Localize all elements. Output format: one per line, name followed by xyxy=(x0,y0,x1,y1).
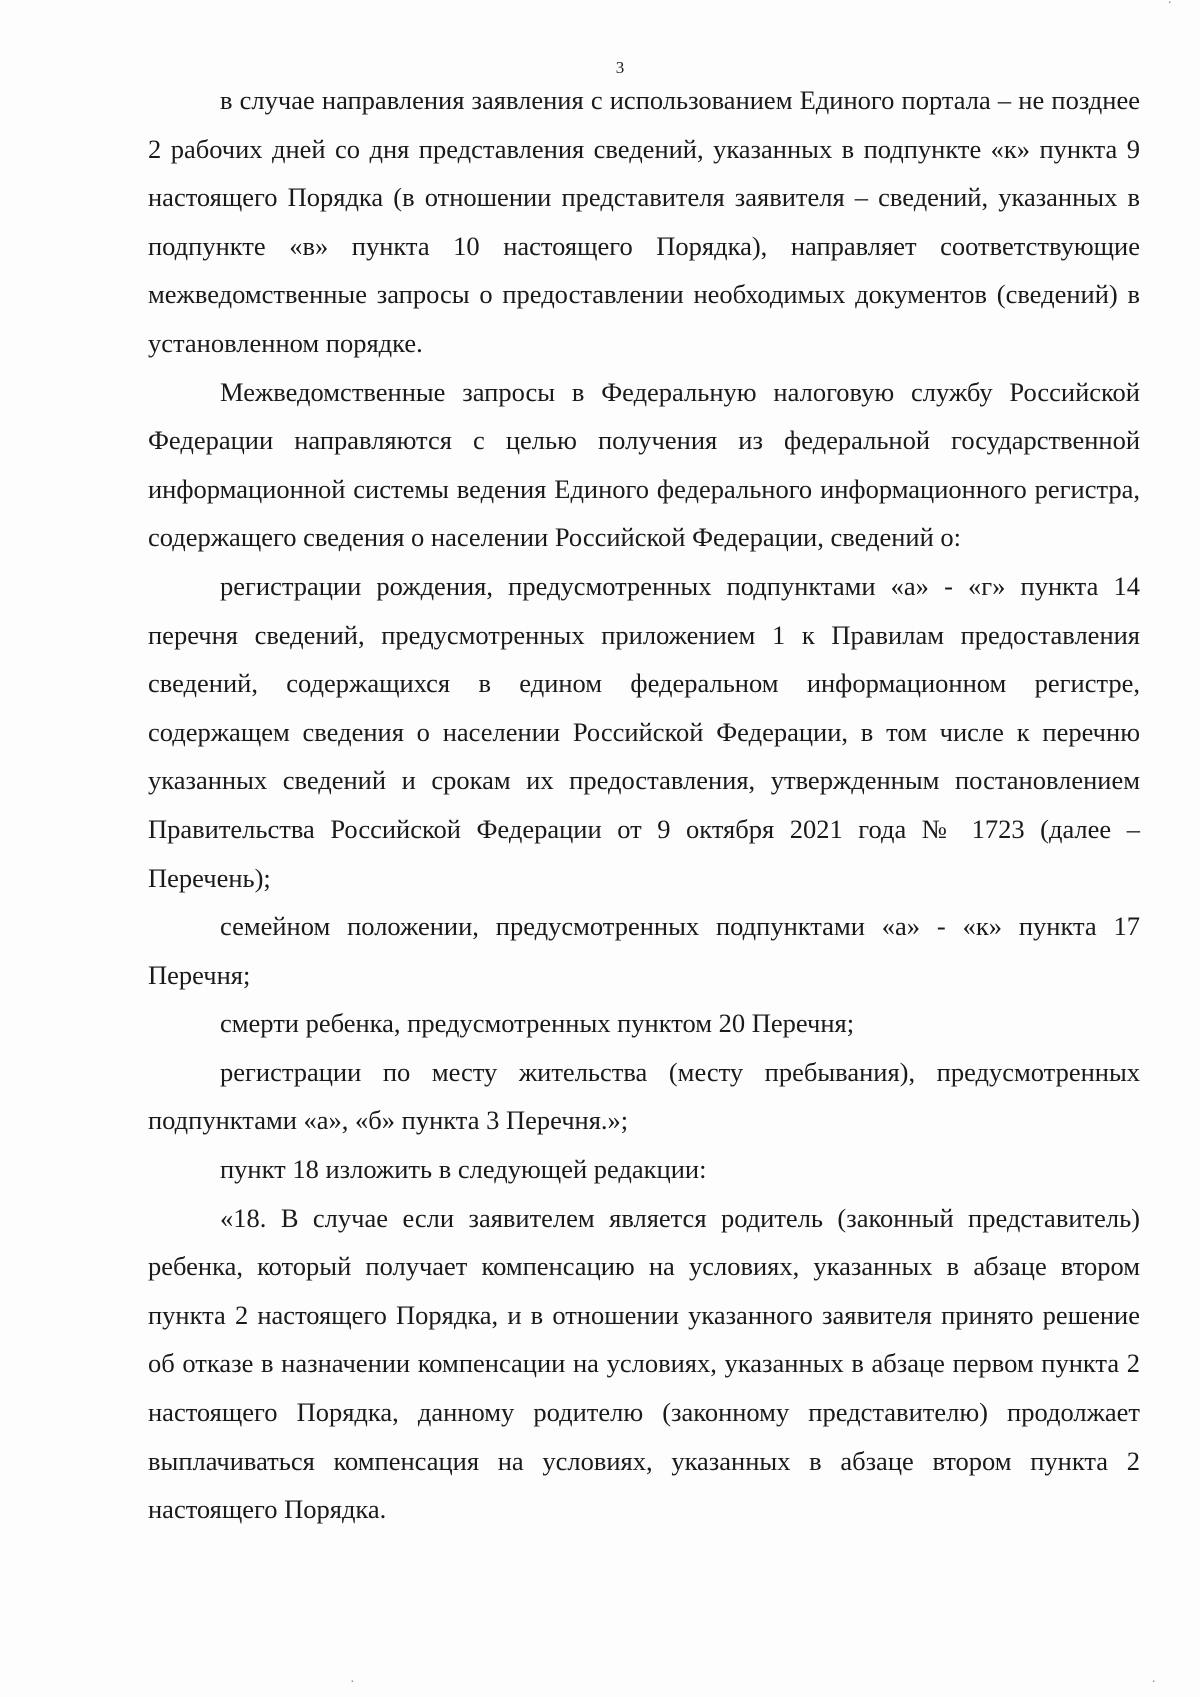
paragraph-portal-deadline: в случае направления заявления с использованием Единого портала – не позднее 2 рабочих дней со дня представления сведений, указанных в подпункте «к» пункта 9 настоящего Порядка (в отношении представителя заявителя – сведений, указанных в подпункте «в» пункта 10 настоящего Порядка), направляет соответствующие межведомственные запросы о предоставлении необходимых документов (сведений) в установленном порядке. xyxy=(148,85,1140,358)
paragraph-marital-status: семейном положении, предусмотренных подпунктами «а» - «к» пункта 17 Перечня; xyxy=(148,911,1140,990)
scan-mark-bottom-right: · xyxy=(1151,1675,1156,1690)
paragraph-interagency-requests: Межведомственные запросы в Федеральную налоговую службу Российской Федерации направляются с целью получения из федеральной государственной информационной системы ведения Единого федерального информационного регистра, содержащего сведения о населении Российской Федерации, сведений о: xyxy=(148,376,1140,553)
page-number: 3 xyxy=(615,58,625,77)
paragraph-residence-registration: регистрации по месту жительства (месту пребывания), предусмотренных подпунктами «а», «б» пункта 3 Перечня.»; xyxy=(148,1056,1140,1136)
scan-mark-top-right: · xyxy=(1167,0,1172,11)
paragraph-child-death: смерти ребенка, предусмотренных пунктом 20 Перечня; xyxy=(220,1008,855,1039)
paragraph-item-18-intro: пункт 18 изложить в следующей редакции: xyxy=(220,1154,707,1185)
paragraph-birth-registration: регистрации рождения, предусмотренных подпунктами «а» - «г» пункта 14 перечня сведений, предусмотренных приложением 1 к Правилам предоставления сведений, содержащихся в едином федеральном информационном регистре, содержащем сведения о населении Российской Федерации, в том числе к перечню указанных сведений и срокам их предоставления, утвержденным постановлением Правительства Российской Федерации от 9 октября 2021 года № 1723 (далее – Перечень); xyxy=(148,570,1140,893)
document-body xyxy=(148,76,1140,1534)
paragraph-item-18-text: «18. В случае если заявителем является родитель (законный представитель) ребенка, который получает компенсацию на условиях, указанных в абзаце втором пункта 2 настоящего Порядка, и в отношении указанного заявителя принято решение об отказе в назначении компенсации на условиях, указанных в абзаце первом пункта 2 настоящего Порядка, данному родителю (законному представителю) продолжает выплачиваться компенсация на условиях, указанных в абзаце втором пункта 2 настоящего Порядка. xyxy=(148,1202,1140,1525)
scan-mark-bottom-left: · xyxy=(350,1675,355,1690)
